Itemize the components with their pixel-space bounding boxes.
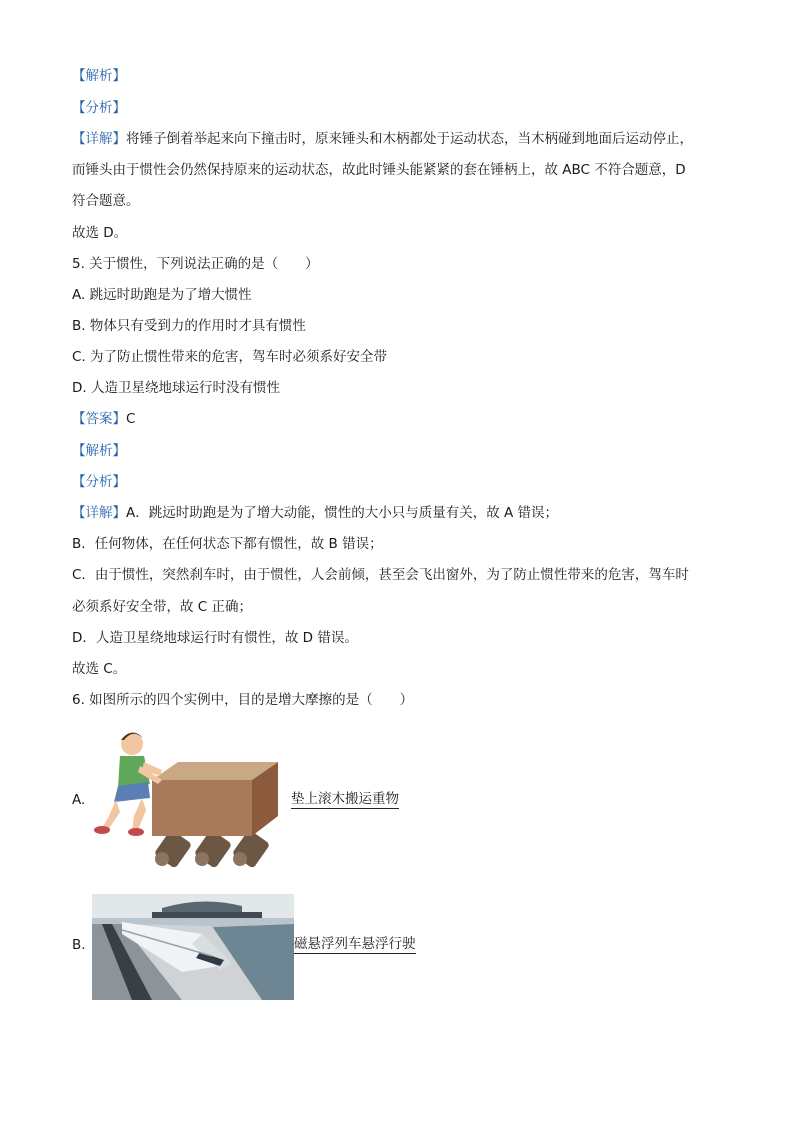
analysis-sub-tag: 【分析】 — [72, 100, 126, 116]
answer-select: 故选 D。 — [72, 225, 128, 241]
answer-select: 故选 C。 — [72, 661, 127, 677]
question-5-option-d: D. 人造卫星绕地球运行时没有惯性 — [72, 380, 280, 396]
option-letter: B. — [72, 937, 86, 953]
question-5-option-c: C. 为了防止惯性带来的危害，驾车时必须系好安全带 — [72, 349, 388, 365]
option-letter: A. — [72, 792, 86, 808]
question-5-stem: 5. 关于惯性，下列说法正确的是（ ） — [72, 256, 319, 272]
maglev-train-icon — [92, 894, 294, 1000]
answer-line — [72, 409, 722, 429]
detail-tag: 【详解】 — [72, 505, 126, 521]
detail-paragraph — [72, 129, 722, 149]
answer-value: C — [126, 411, 136, 427]
detail-text: 将锤子倒着举起来向下撞击时，原来锤头和木柄都处于运动状态，当木柄碰到地面后运动停止， — [126, 131, 693, 147]
question-5-option-a: A. 跳远时助跑是为了增大惯性 — [72, 287, 252, 303]
detail-text-line: 符合题意。 — [72, 193, 140, 209]
boy-pushing-box-icon — [90, 722, 290, 872]
option-caption: 磁悬浮列车悬浮行驶 — [294, 936, 416, 952]
option-caption: 垫上滚木搬运重物 — [291, 791, 399, 807]
detail-text-line: 而锤头由于惯性会仍然保持原来的运动状态，故此时锤头能紧紧的套在锤柄上，故 ABC 不符合题意，D — [72, 162, 686, 178]
analysis-tag: 【解析】 — [72, 443, 126, 459]
detail-paragraph — [72, 503, 722, 523]
analysis-tag: 【解析】 — [72, 68, 126, 84]
detail-tag: 【详解】 — [72, 131, 126, 147]
detail-text-line: 必须系好安全带，故 C 正确； — [72, 599, 253, 615]
analysis-sub-tag: 【分析】 — [72, 474, 126, 490]
question-6-option-a — [72, 722, 722, 872]
answer-tag: 【答案】 — [72, 411, 126, 427]
detail-text-line: B．任何物体，在任何状态下都有惯性，故 B 错误； — [72, 536, 383, 552]
detail-text-line: D．人造卫星绕地球运行时有惯性，故 D 错误。 — [72, 630, 358, 646]
question-6-stem: 6. 如图所示的四个实例中，目的是增大摩擦的是（ ） — [72, 692, 414, 708]
detail-text: A．跳远时助跑是为了增大动能，惯性的大小只与质量有关，故 A 错误； — [126, 505, 559, 521]
question-5-option-b: B. 物体只有受到力的作用时才具有惯性 — [72, 318, 306, 334]
detail-text-line: C．由于惯性，突然刹车时，由于惯性，人会前倾，甚至会飞出窗外，为了防止惯性带来的危害，驾车时 — [72, 567, 689, 583]
question-6-option-b — [72, 894, 722, 1002]
